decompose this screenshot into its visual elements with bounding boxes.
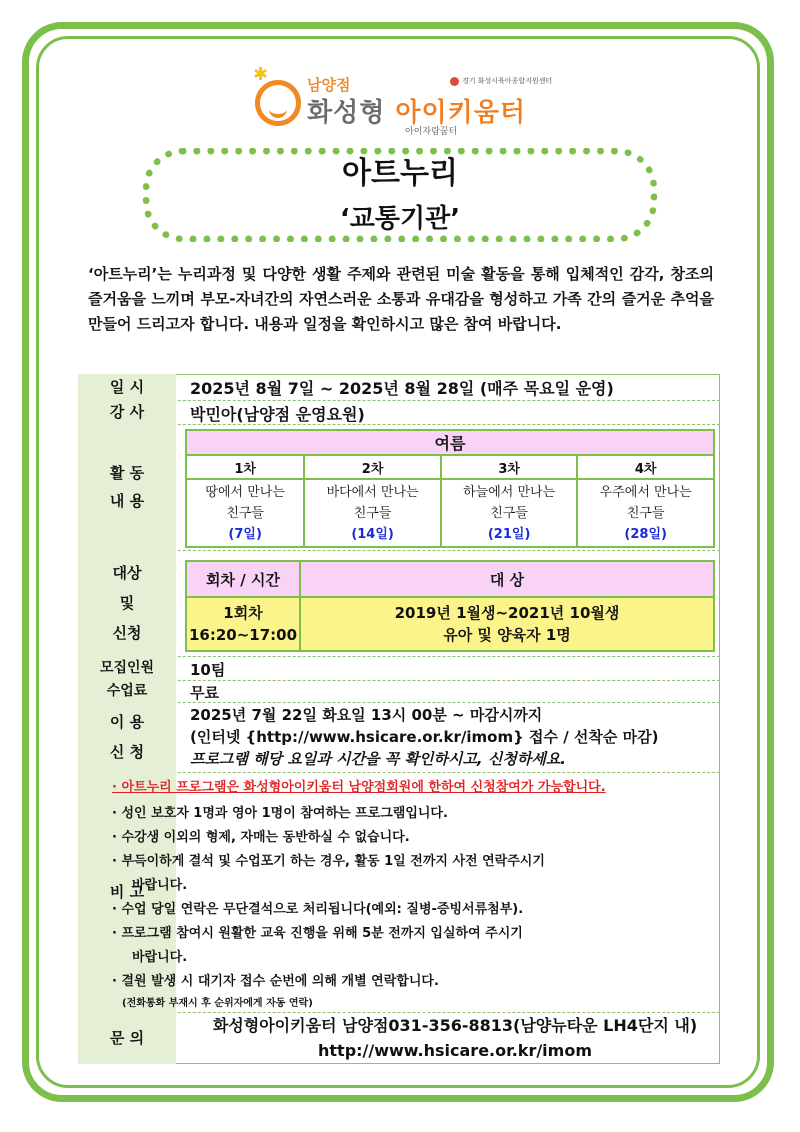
smile-face-icon	[255, 80, 301, 126]
row-apply	[78, 702, 720, 772]
apply-notice: 프로그램 해당 요일과 시간을 꼭 확인하시고, 신청하세요.	[190, 750, 567, 768]
session-time	[186, 597, 300, 651]
session-round: 1차	[186, 455, 304, 479]
fee-label: 수업료	[78, 680, 176, 702]
contact-label: 문 의	[78, 1012, 176, 1064]
remarks-label: 비 고	[78, 772, 176, 1012]
row-capacity	[78, 656, 720, 680]
target-age: 2019년 1월생~2021년 10월생	[394, 604, 620, 622]
session-time-range: 16:20~17:00	[188, 626, 298, 644]
remark-item: · 수업 당일 연락은 무단결석으로 처리됩니다(예외: 질병-증빙서류첨부).	[112, 902, 524, 917]
apply-period: 2025년 7월 22일 화요일 13시 00분 ~ 마감시까지	[190, 706, 543, 724]
session-title: 땅에서 만나는	[205, 485, 285, 500]
apply-label-line2: 신 청	[109, 743, 145, 761]
logo-branch: 남양점	[307, 76, 351, 94]
remark-item: 바랍니다.	[132, 878, 188, 893]
logo	[253, 64, 555, 140]
session-content	[186, 479, 304, 547]
remark-item: 바랍니다.	[132, 950, 188, 965]
contact-url[interactable]: http://www.hsicare.or.kr/imom	[318, 1041, 592, 1060]
session-date: (21일)	[487, 527, 531, 542]
session-content	[577, 479, 714, 547]
partner-name: 경기 화성시육아종합지원센터	[462, 77, 553, 85]
target-label-line1: 대상	[112, 564, 142, 582]
activity-table	[185, 429, 715, 548]
partner-logo	[450, 76, 552, 86]
schedule-label: 일 시	[78, 374, 176, 400]
session-round: 3차	[441, 455, 578, 479]
row-contact	[78, 1012, 720, 1064]
session-title: 친구들	[626, 506, 665, 521]
activity-label	[78, 424, 176, 550]
session-title: 친구들	[490, 506, 528, 521]
target-label	[78, 550, 176, 656]
remark-item: · 수강생 이외의 형제, 자매는 동반하실 수 없습니다.	[112, 830, 410, 845]
fee-value: 무료	[190, 684, 219, 702]
schedule-value: 2025년 8월 7일 ~ 2025년 8월 28일 (매주 목요일 운영)	[190, 379, 614, 398]
row-schedule	[78, 374, 720, 400]
row-activity	[78, 424, 720, 550]
membership-notice: · 아트누리 프로그램은 화성형아이키움터 남양점회원에 한하여 신청참여가 가능합니다.	[112, 780, 606, 795]
capacity-label: 모집인원	[78, 656, 176, 680]
row-target	[78, 550, 720, 656]
session-content	[304, 479, 441, 547]
session-date: (28일)	[624, 527, 667, 542]
session-round: 2차	[304, 455, 441, 479]
col-target-header: 대 상	[300, 561, 714, 597]
remark-item: · 성인 보호자 1명과 영아 1명이 참여하는 프로그램입니다.	[112, 806, 448, 821]
target-table	[185, 560, 715, 652]
logo-name-suffix: 아이키움터	[395, 98, 527, 128]
remark-item: · 프로그램 참여시 원활한 교육 진행을 위해 5분 전까지 입실하여 주시기	[112, 926, 523, 941]
session-title: 친구들	[226, 506, 264, 521]
target-who	[300, 597, 714, 651]
col-session-time-header: 회차 / 시간	[186, 561, 300, 597]
apply-method: (인터넷 {http://www.hsicare.or.kr/imom} 접수 / 선착순 마감)	[190, 728, 659, 746]
page-subtitle: ‘교통기관’	[339, 204, 461, 234]
intro-text: ‘아트누리’는 누리과정 및 다양한 생활 주제와 관련된 미술 활동을 통해 입체적인 감각, 창조의 즐거움을 느끼며 부모-자녀간의 자연스러운 소통과 유대감을 형성하고 가족 간의 즐거운 추억을 만들어 드리고자 합니다. 내용과 일정을 확인하시고 많은 참여 바랍니다.	[88, 265, 714, 333]
session-content	[441, 479, 578, 547]
apply-label	[78, 702, 176, 772]
session-number: 1회차	[223, 604, 263, 622]
star-icon: ✱	[253, 64, 269, 85]
activity-label-line1: 활 동	[109, 464, 145, 482]
session-title: 하늘에서 만나는	[463, 485, 556, 500]
logo-name-prefix: 화성형	[307, 98, 386, 128]
session-date: (14일)	[351, 527, 394, 542]
target-label-line3: 신청	[112, 624, 142, 642]
session-title: 바다에서 만나는	[326, 485, 419, 500]
season-header: 여름	[186, 430, 714, 455]
partner-icon	[450, 77, 459, 86]
instructor-label: 강 사	[78, 400, 176, 424]
session-date: (7일)	[228, 527, 262, 542]
row-fee	[78, 680, 720, 702]
page-title: 아트누리	[342, 156, 458, 191]
logo-tagline: 아이자람꿈터	[405, 127, 458, 137]
contact-phone: 화성형아이키움터 남양점031-356-8813(남양뉴타운 LH4단지 내)	[212, 1016, 698, 1035]
session-round: 4차	[577, 455, 714, 479]
apply-label-line1: 이 용	[109, 713, 145, 731]
capacity-value: 10팀	[190, 661, 226, 679]
remark-item: (전화통화 부재시 후 순위자에게 자동 연락)	[122, 998, 313, 1009]
target-label-line2: 및	[119, 594, 135, 612]
session-title: 친구들	[353, 506, 392, 521]
instructor-value: 박민아(남양점 운영요원)	[190, 405, 365, 424]
contact-value	[176, 1012, 720, 1064]
target-guardian: 유아 및 양육자 1명	[443, 626, 571, 644]
activity-label-line2: 내 용	[109, 492, 145, 510]
remark-item: · 부득이하게 결석 및 수업포기 하는 경우, 활동 1일 전까지 사전 연락주시기	[112, 854, 545, 869]
session-title: 우주에서 만나는	[599, 485, 692, 500]
row-instructor	[78, 400, 720, 424]
apply-value	[176, 702, 720, 772]
remark-item: · 결원 발생 시 대기자 접수 순번에 의해 개별 연락합니다.	[112, 974, 439, 989]
